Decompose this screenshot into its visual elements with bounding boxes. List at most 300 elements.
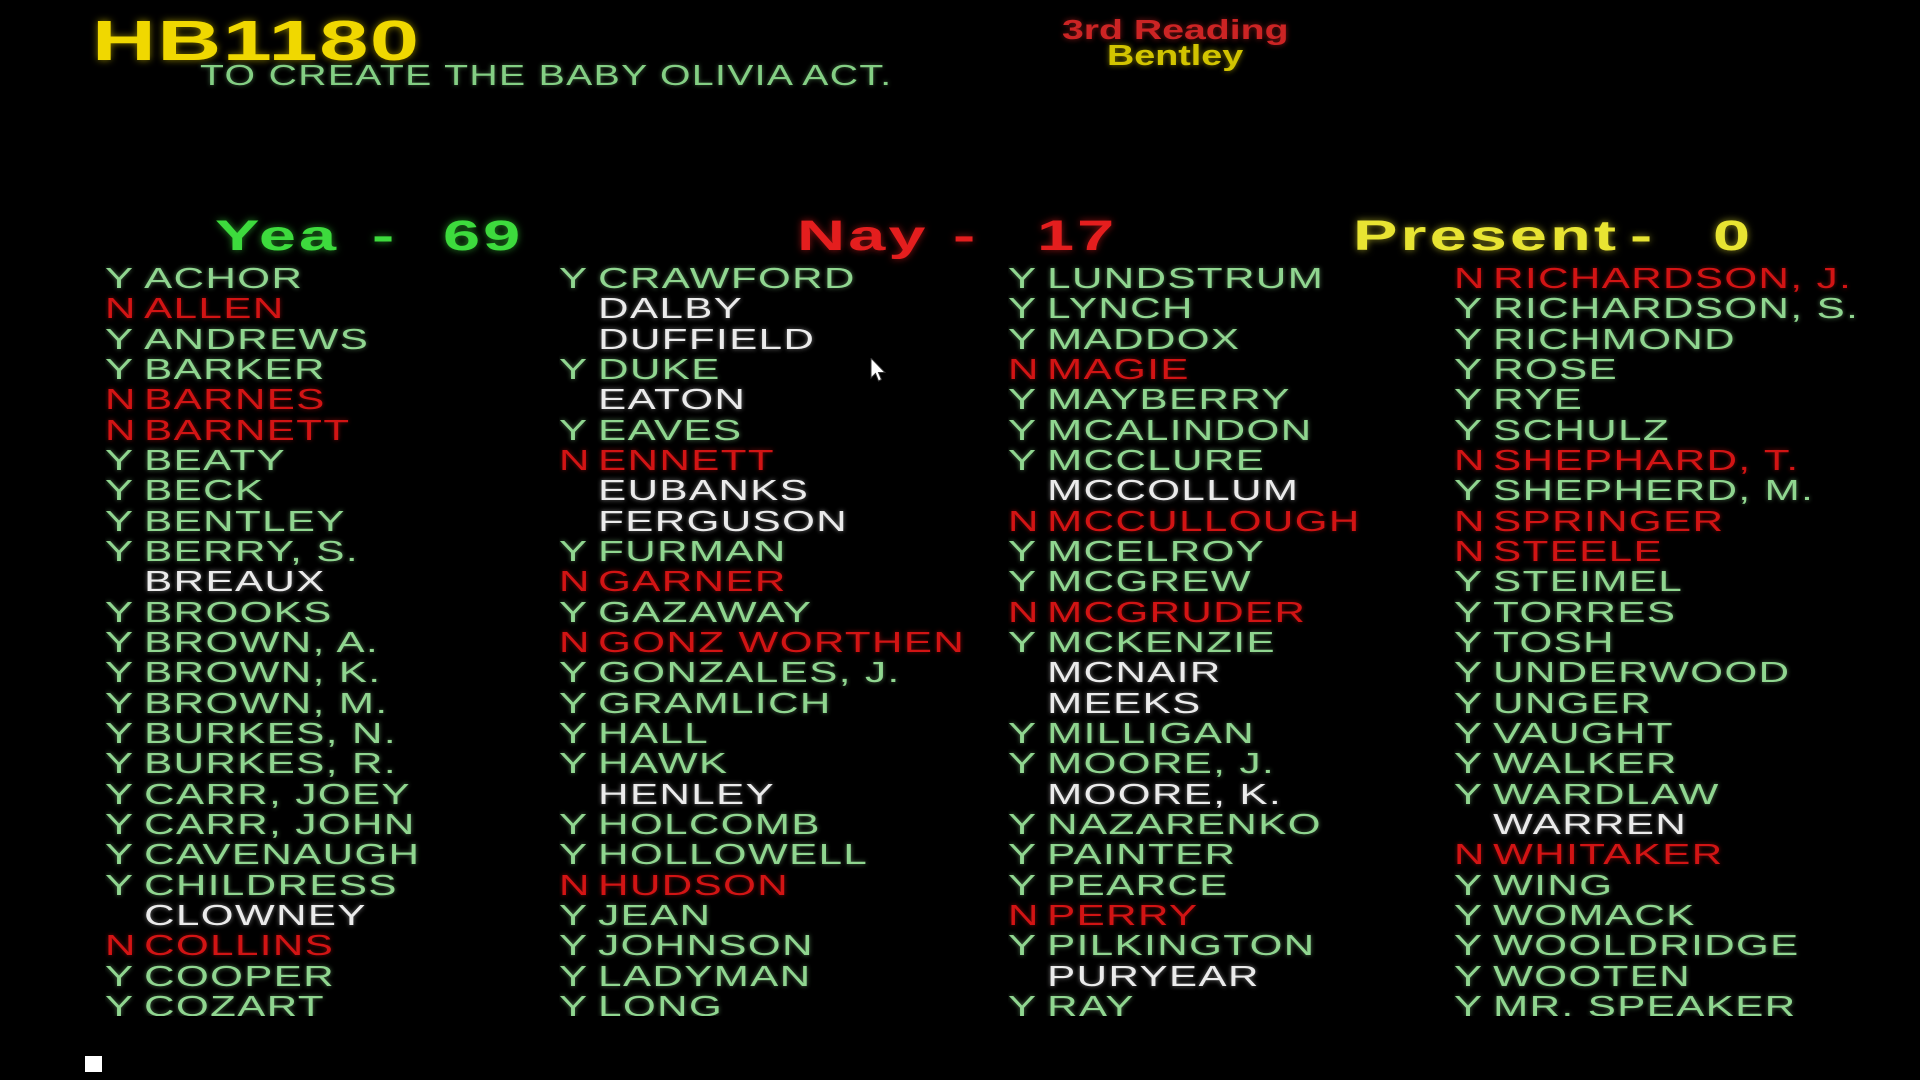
member-name: RICHARDSON, S. bbox=[1493, 293, 1860, 326]
vote-letter: N bbox=[559, 566, 591, 599]
member-name: CAVENAUGH bbox=[144, 839, 421, 872]
member-name: BROWN, K. bbox=[144, 657, 382, 690]
vote-letter: Y bbox=[105, 869, 135, 902]
vote-row bbox=[105, 810, 555, 840]
member-name: DUKE bbox=[598, 353, 721, 386]
member-name: LUNDSTRUM bbox=[1047, 264, 1325, 295]
vote-letter: N bbox=[559, 869, 591, 902]
vote-row bbox=[1008, 689, 1452, 719]
vote-row bbox=[559, 871, 1001, 901]
vote-row bbox=[1454, 507, 1918, 537]
vote-letter: Y bbox=[1454, 778, 1484, 811]
member-name: FERGUSON bbox=[598, 505, 849, 538]
vote-letter: N bbox=[1454, 264, 1486, 295]
vote-row bbox=[559, 537, 1001, 567]
vote-letter: Y bbox=[1008, 414, 1038, 447]
member-name: MCCOLLUM bbox=[1047, 475, 1300, 508]
vote-grid bbox=[0, 264, 1920, 1016]
vote-row bbox=[559, 264, 1001, 294]
vote-letter: Y bbox=[559, 414, 589, 447]
vote-letter: N bbox=[559, 444, 591, 477]
vote-row bbox=[1454, 385, 1918, 415]
vote-row bbox=[1454, 840, 1918, 870]
member-name: ALLEN bbox=[144, 293, 285, 326]
vote-letter: Y bbox=[559, 808, 589, 841]
member-name: MCKENZIE bbox=[1047, 626, 1277, 659]
vote-row bbox=[1008, 840, 1452, 870]
vote-letter bbox=[559, 385, 598, 415]
member-name: ANDREWS bbox=[144, 323, 370, 356]
member-name: BURKES, N. bbox=[144, 717, 397, 750]
vote-letter: Y bbox=[559, 839, 589, 872]
vote-row bbox=[1454, 689, 1918, 719]
vote-letter: Y bbox=[1454, 930, 1484, 963]
vote-row bbox=[559, 931, 1001, 961]
screen-corner-marker bbox=[85, 1056, 102, 1072]
member-name: RYE bbox=[1493, 384, 1584, 417]
member-name: ROSE bbox=[1493, 353, 1619, 386]
vote-letter: Y bbox=[559, 596, 589, 629]
vote-row bbox=[1454, 446, 1918, 476]
vote-row bbox=[105, 294, 555, 324]
vote-row bbox=[1008, 962, 1452, 992]
member-name: CHILDRESS bbox=[144, 869, 398, 902]
nay-tally-count: 17 bbox=[1037, 212, 1118, 260]
vote-row bbox=[559, 749, 1001, 779]
vote-letter: N bbox=[1454, 839, 1486, 872]
vote-letter: Y bbox=[105, 626, 135, 659]
vote-row bbox=[105, 567, 555, 597]
member-name: GONZALES, J. bbox=[598, 657, 901, 690]
vote-row bbox=[1008, 385, 1452, 415]
member-name: LADYMAN bbox=[598, 960, 812, 993]
vote-letter bbox=[559, 294, 598, 324]
member-name: HOLLOWELL bbox=[598, 839, 869, 872]
yea-tally-label: Yea bbox=[215, 212, 340, 260]
vote-row bbox=[105, 598, 555, 628]
member-name: WARDLAW bbox=[1493, 778, 1720, 811]
vote-letter: Y bbox=[105, 505, 135, 538]
vote-row bbox=[105, 355, 555, 385]
vote-row bbox=[559, 355, 1001, 385]
vote-row bbox=[105, 507, 555, 537]
member-name: NAZARENKO bbox=[1047, 808, 1322, 841]
vote-row bbox=[105, 658, 555, 688]
member-name: MCELROY bbox=[1047, 535, 1266, 568]
present-tally-dash: - bbox=[1630, 212, 1656, 260]
member-name: COOPER bbox=[144, 960, 336, 993]
vote-letter bbox=[1008, 476, 1047, 506]
vote-column-4 bbox=[1454, 264, 1918, 1016]
vote-letter: Y bbox=[105, 808, 135, 841]
vote-letter: Y bbox=[1008, 323, 1038, 356]
member-name: STEELE bbox=[1493, 535, 1664, 568]
member-name: LONG bbox=[598, 990, 724, 1016]
member-name: MILLIGAN bbox=[1047, 717, 1256, 750]
member-name: CARR, JOHN bbox=[144, 808, 416, 841]
vote-row bbox=[1454, 749, 1918, 779]
vote-letter bbox=[1008, 689, 1047, 719]
member-name: GARNER bbox=[598, 566, 787, 599]
vote-row bbox=[559, 325, 1001, 355]
member-name: BERRY, S. bbox=[144, 535, 359, 568]
member-name: WOOLDRIDGE bbox=[1493, 930, 1800, 963]
vote-letter: N bbox=[1454, 535, 1486, 568]
vote-row bbox=[559, 992, 1001, 1016]
vote-letter: Y bbox=[105, 687, 135, 720]
vote-letter: Y bbox=[1454, 990, 1484, 1016]
member-name: TORRES bbox=[1493, 596, 1677, 629]
vote-letter: Y bbox=[1454, 293, 1484, 326]
vote-row bbox=[1454, 628, 1918, 658]
vote-row bbox=[559, 507, 1001, 537]
vote-row bbox=[1454, 476, 1918, 506]
vote-row bbox=[1008, 325, 1452, 355]
member-name: WHITAKER bbox=[1493, 839, 1724, 872]
vote-letter: Y bbox=[1008, 293, 1038, 326]
vote-row bbox=[559, 962, 1001, 992]
vote-letter: Y bbox=[1454, 323, 1484, 356]
member-name: PERRY bbox=[1047, 899, 1199, 932]
member-name: COZART bbox=[144, 990, 325, 1016]
member-name: BURKES, R. bbox=[144, 748, 397, 781]
vote-row bbox=[105, 962, 555, 992]
vote-row bbox=[559, 476, 1001, 506]
member-name: SHEPHARD, T. bbox=[1493, 444, 1800, 477]
vote-row bbox=[1008, 901, 1452, 931]
member-name: PILKINGTON bbox=[1047, 930, 1316, 963]
member-name: FURMAN bbox=[598, 535, 787, 568]
member-name: WOMACK bbox=[1493, 899, 1696, 932]
member-name: DALBY bbox=[598, 293, 744, 326]
vote-letter: Y bbox=[559, 899, 589, 932]
vote-letter: Y bbox=[105, 990, 135, 1016]
vote-row bbox=[105, 871, 555, 901]
vote-column-2 bbox=[559, 264, 1001, 1016]
vote-letter: Y bbox=[105, 323, 135, 356]
member-name: MAYBERRY bbox=[1047, 384, 1291, 417]
member-name: BREAUX bbox=[144, 566, 326, 599]
vote-letter: Y bbox=[1008, 444, 1038, 477]
vote-row bbox=[105, 931, 555, 961]
vote-letter: N bbox=[105, 930, 137, 963]
member-name: MCCULLOUGH bbox=[1047, 505, 1361, 538]
vote-letter: Y bbox=[105, 535, 135, 568]
vote-row bbox=[559, 658, 1001, 688]
vote-column-1 bbox=[105, 264, 555, 1016]
vote-letter bbox=[559, 476, 598, 506]
vote-row bbox=[1008, 476, 1452, 506]
vote-row bbox=[1008, 749, 1452, 779]
vote-letter: Y bbox=[1008, 626, 1038, 659]
member-name: RAY bbox=[1047, 990, 1135, 1016]
vote-row bbox=[105, 325, 555, 355]
member-name: BROWN, M. bbox=[144, 687, 389, 720]
vote-letter: Y bbox=[1454, 960, 1484, 993]
member-name: TOSH bbox=[1493, 626, 1616, 659]
vote-row bbox=[1008, 598, 1452, 628]
vote-letter: Y bbox=[1454, 899, 1484, 932]
member-name: JEAN bbox=[598, 899, 712, 932]
vote-row bbox=[105, 719, 555, 749]
vote-row bbox=[1008, 264, 1452, 294]
vote-letter bbox=[105, 901, 144, 931]
vote-letter: Y bbox=[1008, 808, 1038, 841]
vote-letter: Y bbox=[1454, 717, 1484, 750]
vote-row bbox=[1454, 567, 1918, 597]
vote-letter: Y bbox=[559, 930, 589, 963]
vote-letter: Y bbox=[559, 535, 589, 568]
vote-letter: Y bbox=[559, 264, 589, 295]
vote-letter: Y bbox=[105, 353, 135, 386]
vote-letter: Y bbox=[1454, 687, 1484, 720]
member-name: BROOKS bbox=[144, 596, 333, 629]
vote-letter: Y bbox=[1008, 748, 1038, 781]
member-name: PURYEAR bbox=[1047, 960, 1260, 993]
reading-status: 3rd Reading bbox=[1062, 14, 1289, 45]
member-name: DUFFIELD bbox=[598, 323, 816, 356]
bill-number: HB1180 bbox=[92, 9, 421, 73]
vote-letter bbox=[559, 507, 598, 537]
member-name: WING bbox=[1493, 869, 1614, 902]
vote-row bbox=[1454, 537, 1918, 567]
member-name: SPRINGER bbox=[1493, 505, 1725, 538]
vote-letter: N bbox=[1454, 505, 1486, 538]
member-name: GONZ WORTHEN bbox=[598, 626, 966, 659]
member-name: SCHULZ bbox=[1493, 414, 1671, 447]
present-tally-label: Present bbox=[1353, 212, 1620, 260]
vote-row bbox=[559, 598, 1001, 628]
member-name: CLOWNEY bbox=[144, 899, 367, 932]
vote-letter: Y bbox=[105, 960, 135, 993]
member-name: BEATY bbox=[144, 444, 287, 477]
vote-letter: Y bbox=[1454, 626, 1484, 659]
vote-letter: Y bbox=[1454, 353, 1484, 386]
vote-row bbox=[1008, 931, 1452, 961]
vote-row bbox=[1454, 598, 1918, 628]
vote-letter: Y bbox=[1454, 414, 1484, 447]
vote-letter: N bbox=[1008, 899, 1040, 932]
vote-letter: Y bbox=[1454, 384, 1484, 417]
member-name: MCNAIR bbox=[1047, 657, 1222, 690]
mouse-cursor-icon bbox=[870, 358, 888, 384]
vote-row bbox=[1008, 294, 1452, 324]
member-name: SHEPHERD, M. bbox=[1493, 475, 1815, 508]
member-name: GRAMLICH bbox=[598, 687, 832, 720]
vote-row bbox=[1454, 992, 1918, 1016]
vote-letter: Y bbox=[105, 444, 135, 477]
vote-letter: Y bbox=[559, 990, 589, 1016]
member-name: MR. SPEAKER bbox=[1493, 990, 1797, 1016]
vote-letter: N bbox=[559, 626, 591, 659]
present-tally-count: 0 bbox=[1713, 212, 1754, 260]
vote-letter: N bbox=[1008, 596, 1040, 629]
vote-row bbox=[105, 385, 555, 415]
vote-letter: Y bbox=[1454, 475, 1484, 508]
member-name: EUBANKS bbox=[598, 475, 810, 508]
vote-row bbox=[559, 294, 1001, 324]
vote-row bbox=[1008, 507, 1452, 537]
member-name: BARNES bbox=[144, 384, 326, 417]
vote-row bbox=[559, 567, 1001, 597]
vote-row bbox=[1008, 992, 1452, 1016]
vote-row bbox=[1454, 355, 1918, 385]
vote-row bbox=[559, 416, 1001, 446]
vote-row bbox=[105, 749, 555, 779]
yea-tally-dash: - bbox=[372, 212, 398, 260]
member-name: UNGER bbox=[1493, 687, 1653, 720]
member-name: VAUGHT bbox=[1493, 717, 1674, 750]
vote-row bbox=[105, 446, 555, 476]
vote-row bbox=[559, 385, 1001, 415]
vote-row bbox=[559, 780, 1001, 810]
vote-letter: Y bbox=[559, 353, 589, 386]
vote-row bbox=[105, 992, 555, 1016]
vote-letter: Y bbox=[1008, 839, 1038, 872]
member-name: UNDERWOOD bbox=[1493, 657, 1791, 690]
member-name: MCCLURE bbox=[1047, 444, 1266, 477]
member-name: PEARCE bbox=[1047, 869, 1229, 902]
vote-row bbox=[1008, 628, 1452, 658]
vote-row bbox=[1454, 658, 1918, 688]
vote-letter: Y bbox=[1008, 566, 1038, 599]
vote-row bbox=[1454, 325, 1918, 355]
member-name: MCGREW bbox=[1047, 566, 1253, 599]
vote-letter: Y bbox=[105, 596, 135, 629]
nay-tally-label: Nay bbox=[797, 212, 929, 260]
member-name: COLLINS bbox=[144, 930, 335, 963]
vote-letter: N bbox=[1008, 353, 1040, 386]
vote-letter bbox=[1008, 780, 1047, 810]
member-name: ACHOR bbox=[144, 264, 304, 295]
vote-letter: Y bbox=[1454, 869, 1484, 902]
vote-letter: Y bbox=[1454, 566, 1484, 599]
vote-letter: Y bbox=[1008, 384, 1038, 417]
vote-row bbox=[559, 628, 1001, 658]
member-name: BARNETT bbox=[144, 414, 351, 447]
member-name: STEIMEL bbox=[1493, 566, 1684, 599]
member-name: EATON bbox=[598, 384, 747, 417]
member-name: WALKER bbox=[1493, 748, 1678, 781]
vote-letter: Y bbox=[1008, 869, 1038, 902]
member-name: HAWK bbox=[598, 748, 729, 781]
member-name: RICHMOND bbox=[1493, 323, 1737, 356]
vote-row bbox=[1454, 962, 1918, 992]
vote-letter: Y bbox=[1008, 717, 1038, 750]
vote-row bbox=[559, 840, 1001, 870]
vote-row bbox=[1454, 264, 1918, 294]
member-name: CRAWFORD bbox=[598, 264, 856, 295]
vote-letter: Y bbox=[105, 748, 135, 781]
vote-row bbox=[1454, 719, 1918, 749]
nay-tally-dash: - bbox=[953, 212, 979, 260]
sponsor-name: Bentley bbox=[1107, 40, 1244, 72]
vote-letter bbox=[1008, 658, 1047, 688]
vote-letter: Y bbox=[559, 717, 589, 750]
vote-row bbox=[1454, 810, 1918, 840]
member-name: CARR, JOEY bbox=[144, 778, 411, 811]
member-name: MOORE, K. bbox=[1047, 778, 1283, 811]
vote-row bbox=[1454, 931, 1918, 961]
member-name: MCGRUDER bbox=[1047, 596, 1307, 629]
vote-letter: Y bbox=[1008, 990, 1038, 1016]
vote-row bbox=[1008, 446, 1452, 476]
vote-row bbox=[105, 780, 555, 810]
vote-letter: Y bbox=[559, 748, 589, 781]
vote-row bbox=[1008, 719, 1452, 749]
vote-row bbox=[1008, 780, 1452, 810]
member-name: JOHNSON bbox=[598, 930, 814, 963]
member-name: EAVES bbox=[598, 414, 743, 447]
vote-row bbox=[559, 810, 1001, 840]
vote-row bbox=[105, 416, 555, 446]
member-name: BECK bbox=[144, 475, 265, 508]
vote-row bbox=[1454, 780, 1918, 810]
vote-row bbox=[105, 264, 555, 294]
vote-letter: Y bbox=[105, 475, 135, 508]
member-name: MADDOX bbox=[1047, 323, 1241, 356]
vote-row bbox=[1454, 871, 1918, 901]
vote-letter: N bbox=[105, 414, 137, 447]
vote-letter: N bbox=[105, 384, 137, 417]
yea-tally-count: 69 bbox=[443, 212, 524, 260]
vote-row bbox=[1008, 567, 1452, 597]
vote-letter: Y bbox=[1008, 264, 1038, 295]
vote-row bbox=[105, 689, 555, 719]
member-name: WARREN bbox=[1493, 808, 1688, 841]
member-name: MCALINDON bbox=[1047, 414, 1313, 447]
vote-letter: Y bbox=[1454, 596, 1484, 629]
member-name: HUDSON bbox=[598, 869, 790, 902]
vote-letter: Y bbox=[1008, 930, 1038, 963]
member-name: MOORE, J. bbox=[1047, 748, 1276, 781]
vote-row bbox=[1454, 901, 1918, 931]
vote-row bbox=[1008, 810, 1452, 840]
vote-row bbox=[1454, 294, 1918, 324]
member-name: WOOTEN bbox=[1493, 960, 1692, 993]
vote-row bbox=[559, 901, 1001, 931]
member-name: GAZAWAY bbox=[598, 596, 813, 629]
vote-letter bbox=[1454, 810, 1493, 840]
vote-row bbox=[559, 689, 1001, 719]
vote-letter: Y bbox=[105, 839, 135, 872]
vote-letter: Y bbox=[1454, 657, 1484, 690]
vote-row bbox=[105, 628, 555, 658]
vote-letter: Y bbox=[1008, 535, 1038, 568]
vote-row bbox=[559, 719, 1001, 749]
vote-letter bbox=[559, 780, 598, 810]
vote-letter: N bbox=[1454, 444, 1486, 477]
vote-letter: Y bbox=[105, 717, 135, 750]
vote-letter: Y bbox=[559, 687, 589, 720]
member-name: HENLEY bbox=[598, 778, 776, 811]
vote-column-3 bbox=[1008, 264, 1452, 1016]
vote-row bbox=[559, 446, 1001, 476]
vote-letter: N bbox=[105, 293, 137, 326]
vote-letter bbox=[105, 567, 144, 597]
member-name: MEEKS bbox=[1047, 687, 1202, 720]
member-name: PAINTER bbox=[1047, 839, 1237, 872]
vote-letter: Y bbox=[105, 778, 135, 811]
member-name: ENNETT bbox=[598, 444, 776, 477]
vote-letter: Y bbox=[559, 657, 589, 690]
member-name: MAGIE bbox=[1047, 353, 1190, 386]
member-name: HALL bbox=[598, 717, 710, 750]
member-name: HOLCOMB bbox=[598, 808, 821, 841]
vote-row bbox=[1008, 355, 1452, 385]
vote-row bbox=[1008, 537, 1452, 567]
vote-letter bbox=[559, 325, 598, 355]
